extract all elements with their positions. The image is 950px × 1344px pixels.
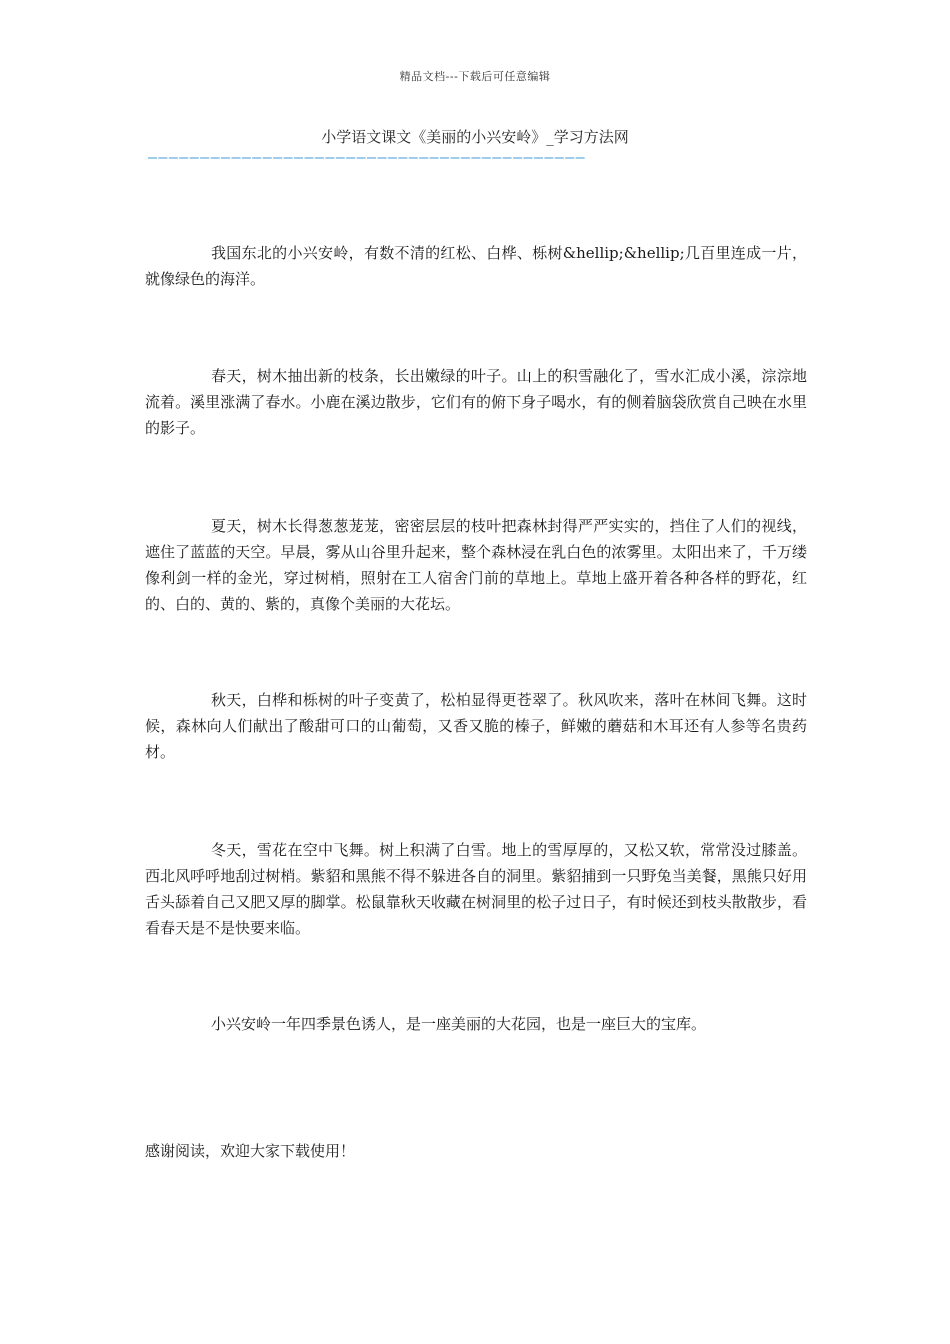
header-note: 精品文档---下载后可任意编辑 <box>399 70 551 83</box>
paragraph-summer: 夏天，树木长得葱葱茏茏，密密层层的枝叶把森林封得严严实实的，挡住了人们的视线，遮住了蓝蓝的天空。早晨，雾从山谷里升起来，整个森林浸在乳白色的浓雾里。太阳出来了，千万缕像利剑一样的金光，穿过树梢，照射在工人宿舍门前的草地上。草地上盛开着各种各样的野花，红的、白的、黄的、紫的，真像个美丽的大花坛。 <box>145 517 807 613</box>
paragraph-summary: 小兴安岭一年四季景色诱人，是一座美丽的大花园，也是一座巨大的宝库。 <box>211 1015 707 1033</box>
paragraph-intro: 我国东北的小兴安岭，有数不清的红松、白桦、栎树&hellip;&hellip;几百里连成一片，就像绿色的海洋。 <box>145 244 807 288</box>
closing-note: 感谢阅读，欢迎大家下载使用！ <box>145 1142 356 1160</box>
document-title: 小学语文课文《美丽的小兴安岭》_学习方法网 <box>321 128 629 146</box>
paragraph-spring: 春天，树木抽出新的枝条，长出嫩绿的叶子。山上的积雪融化了，雪水汇成小溪，淙淙地流着。溪里涨满了春水。小鹿在溪边散步，它们有的俯下身子喝水，有的侧着脑袋欣赏自己映在水里的影子。 <box>145 367 807 437</box>
title-underline: —————————————————————————————————————————— <box>148 148 587 166</box>
paragraph-winter: 冬天，雪花在空中飞舞。树上积满了白雪。地上的雪厚厚的，又松又软，常常没过膝盖。西北风呼呼地刮过树梢。紫貂和黑熊不得不躲进各自的洞里。紫貂捕到一只野兔当美餐，黑熊只好用舌头舔着自己又肥又厚的脚掌。松鼠靠秋天收藏在树洞里的松子过日子，有时候还到枝头散散步，看看春天是不是快要来临。 <box>145 841 807 937</box>
paragraph-autumn: 秋天，白桦和栎树的叶子变黄了，松柏显得更苍翠了。秋风吹来，落叶在林间飞舞。这时候，森林向人们献出了酸甜可口的山葡萄，又香又脆的榛子，鲜嫩的蘑菇和木耳还有人参等名贵药材。 <box>145 691 807 761</box>
